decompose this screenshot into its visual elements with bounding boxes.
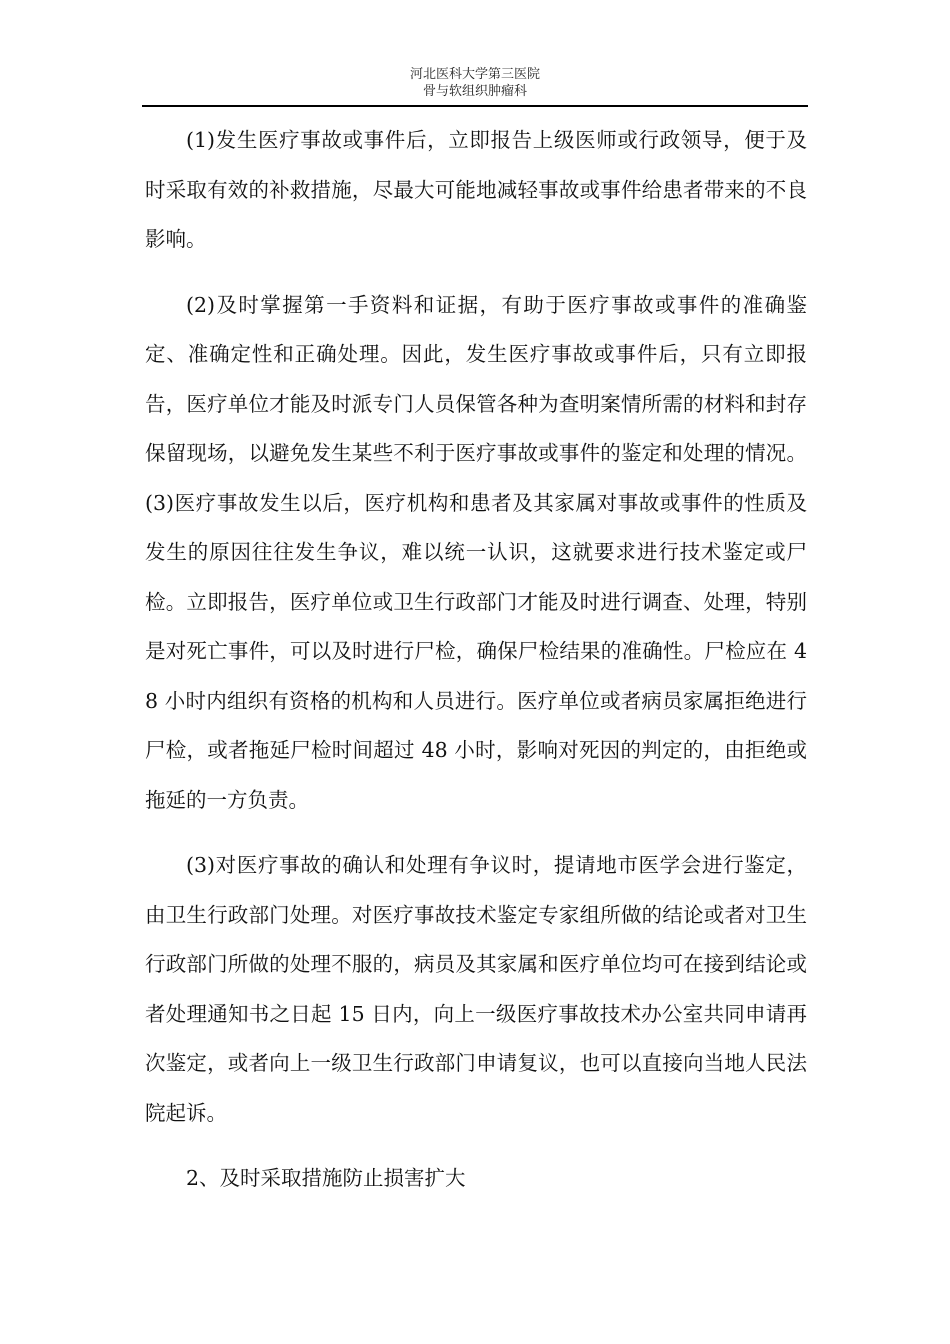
- paragraph-3: (3)对医疗事故的确认和处理有争议时，提请地市医学会进行鉴定，由卫生行政部门处理。对医疗事故技术鉴定专家组所做的结论或者对卫生行政部门所做的处理不服的，病员及其家属和医疗单位均可在接到结论或者处理通知书之日起 15 日内，向上一级医疗事故技术办公室共同申请再次鉴定，或者向上一级卫生行政部门申请复议，也可以直接向当地人民法院起诉。: [145, 853, 807, 1125]
- header-hospital-name: 河北医科大学第三医院: [409, 67, 540, 82]
- paragraph-2: (2)及时掌握第一手资料和证据，有助于医疗事故或事件的准确鉴定、准确定性和正确处理。因此，发生医疗事故或事件后，只有立即报告，医疗单位才能及时派专门人员保管各种为查明案情所需的材料和封存保留现场，以避免发生某些不利于医疗事故或事件的鉴定和处理的情况。(3)医疗事故发生以后，医疗机构和患者及其家属对事故或事件的性质及发生的原因往往发生争议，难以统一认识，这就要求进行技术鉴定或尸检。立即报告，医疗单位或卫生行政部门才能及时进行调查、处理，特别是对死亡事件，可以及时进行尸检，确保尸检结果的准确性。尸检应在 48 小时内组织有资格的机构和人员进行。医疗单位或者病员家属拒绝进行尸检，或者拖延尸检时间超过 48 小时，影响对死因的判定的，由拒绝或拖延的一方负责。: [145, 292, 807, 812]
- page-header: [142, 66, 808, 100]
- header-department-name: 骨与软组织肿瘤科: [422, 84, 527, 99]
- header-divider: [142, 105, 808, 107]
- paragraph-1: (1)发生医疗事故或事件后，立即报告上级医师或行政领导，便于及时采取有效的补救措施，尽最大可能地减轻事故或事件给患者带来的不良影响。: [145, 128, 807, 251]
- section-heading: 2、及时采取措施防止损害扩大: [186, 1166, 466, 1190]
- document-body: [145, 116, 807, 1204]
